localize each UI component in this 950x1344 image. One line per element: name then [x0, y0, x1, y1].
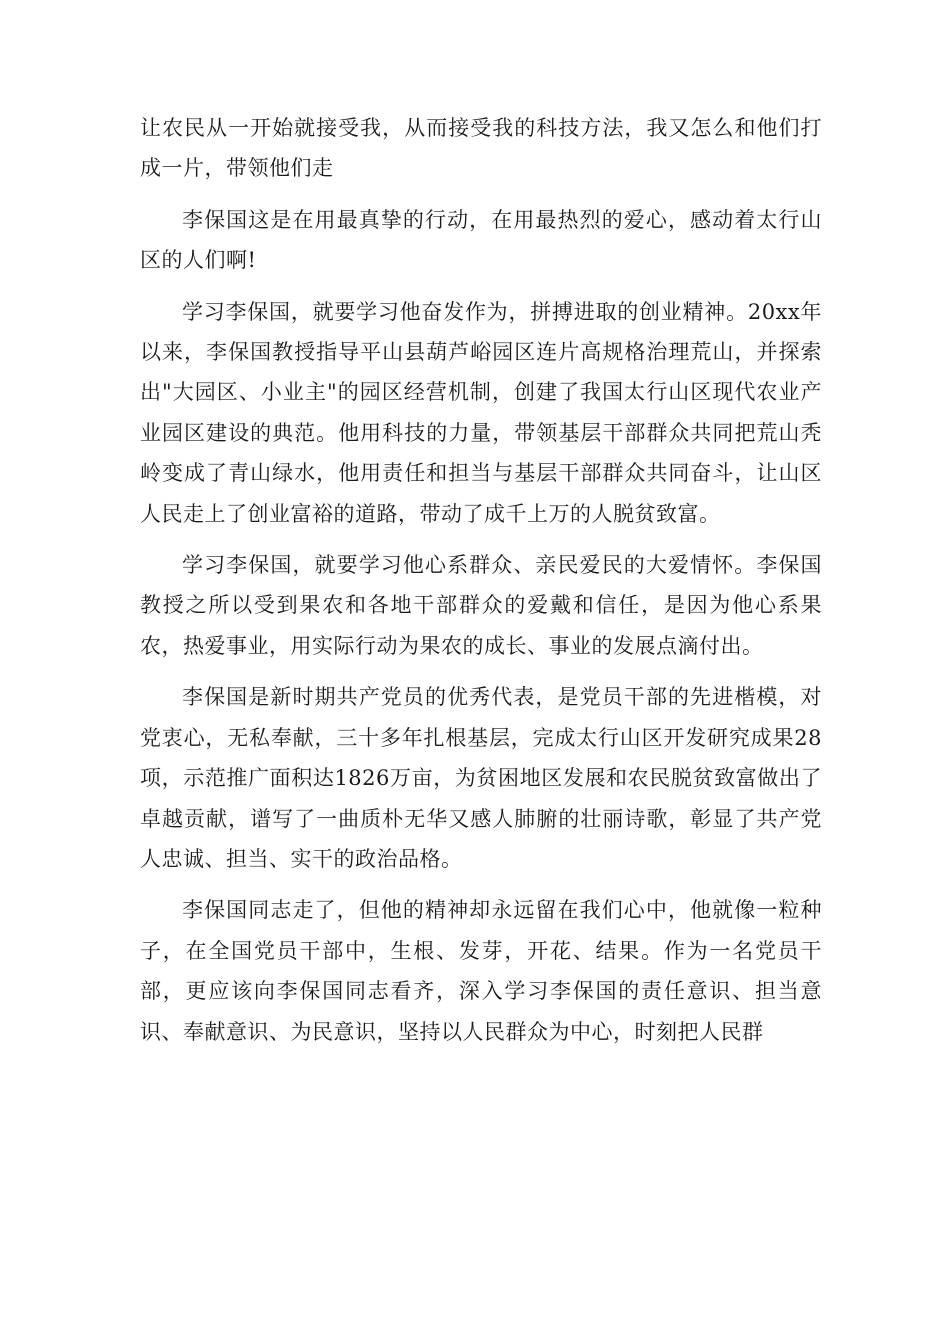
paragraph-1: 让农民从一开始就接受我，从而接受我的科技方法，我又怎么和他们打成一片，带领他们走 [140, 116, 822, 181]
paragraph-6: 李保国同志走了，但他的精神却永远留在我们心中，他就像一粒种子，在全国党员干部中，生根、发芽，开花、结果。作为一名党员干部，更应该向李保国同志看齐，深入学习李保国的责任意识、担当意识、奉献意识、为民意识，坚持以人民群众为中心，时刻把人民群 [140, 898, 822, 1044]
paragraph-2: 李保国这是在用最真挚的行动，在用最热烈的爱心，感动着太行山区的人们啊! [140, 207, 822, 273]
paragraph-3: 学习李保国，就要学习他奋发作为，拼搏进取的创业精神。20xx年以来，李保国教授指导平山县葫芦峪园区连片高规格治理荒山，并探索出"大园区、小业主"的园区经营机制，创建了我国太行山区现代农业产业园区建设的典范。他用科技的力量，带领基层干部群众共同把荒山秃岭变成了青山绿水，他用责任和担当与基层干部群众共同奋斗，让山区人民走上了创业富裕的道路，带动了成千上万的人脱贫致富。 [140, 299, 822, 526]
paragraph-5: 李保国是新时期共产党员的优秀代表，是党员干部的先进楷模，对党衷心，无私奉献，三十多年扎根基层，完成太行山区开发研究成果28项，示范推广面积达1826万亩，为贫困地区发展和农民脱贫致富做出了卓越贡献，谱写了一曲质朴无华又感人肺腑的壮丽诗歌，彰显了共产党人忠诚、担当、实干的政治品格。 [140, 685, 822, 871]
document-body [140, 108, 822, 1063]
paragraph-4: 学习李保国，就要学习他心系群众、亲民爱民的大爱情怀。李保国教授之所以受到果农和各地干部群众的爱戴和信任，是因为他心系果农，热爱事业，用实际行动为果农的成长、事业的发展点滴付出。 [140, 553, 822, 658]
